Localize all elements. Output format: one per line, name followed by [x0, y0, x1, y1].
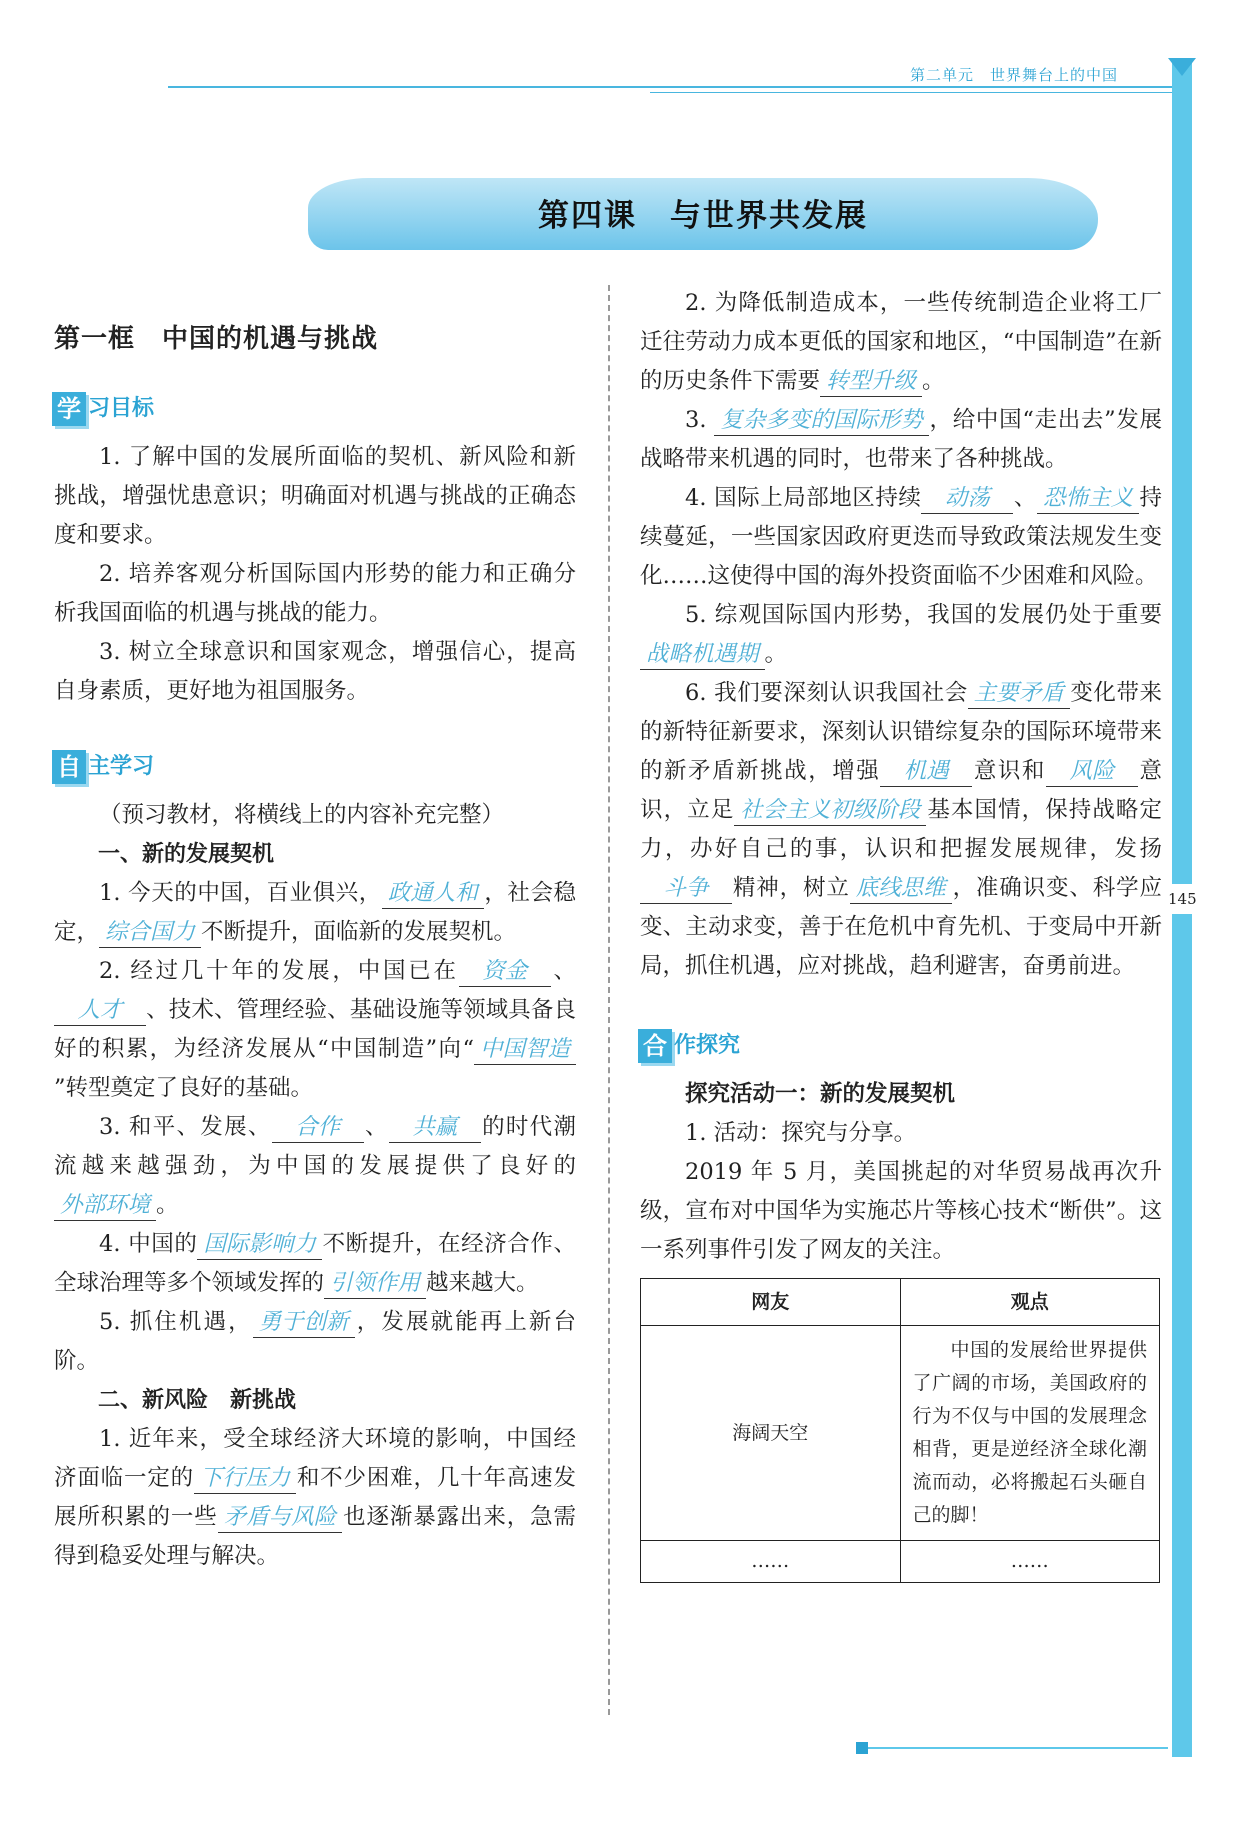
table-header: 观点	[900, 1279, 1160, 1326]
question-r4: 4. 国际上局部地区持续 动荡 、 恐怖主义 持续蔓延，一些国家因政府更迭而导致政策法规发生变化……这使得中国的海外投资面临不少困难和风险。	[640, 485, 1162, 589]
question-r2: 2. 为降低制造成本，一些传统制造企业将工厂迁往劳动力成本更低的国家和地区，“中国制造”在新的历史条件下需要 转型升级 。	[640, 284, 1162, 401]
section-box: 学	[52, 392, 86, 426]
column-divider	[608, 285, 610, 1715]
answer-blank[interactable]: 中国智造	[474, 1034, 576, 1065]
question-r5: 5. 综观国际国内形势，我国的发展仍处于重要战略机遇期 。	[640, 596, 1162, 674]
footer-rule	[868, 1747, 1168, 1749]
question-3: 3. 和平、发展、 合作 、 共赢 的时代潮流越来越强劲，为中国的发展提供了良好的外部环境 。	[54, 1108, 576, 1225]
goal-1: 1. 了解中国的发展所面临的契机、新风险和新挑战，增强忧患意识；明确面对机遇与挑战的正确态度和要求。	[54, 444, 576, 548]
answer-blank[interactable]: 共赢	[389, 1112, 481, 1143]
header-rule-thin	[650, 92, 1173, 93]
question-r3: 3. 复杂多变的国际形势 ，给中国“走出去”发展战略带来机遇的同时，也带来了各种挑战。	[640, 407, 1162, 472]
section-self-study	[52, 747, 576, 786]
section-goals	[52, 389, 576, 428]
table-header-row	[641, 1279, 1160, 1326]
opinion-table	[640, 1278, 1160, 1583]
activity-step: 1. 活动：探究与分享。	[685, 1120, 917, 1146]
answer-blank[interactable]: 斗争	[640, 873, 732, 904]
answer-blank[interactable]: 勇于创新	[253, 1307, 355, 1338]
goal-2: 2. 培养客观分析国际国内形势的能力和正确分析我国面临的机遇与挑战的能力。	[54, 561, 576, 626]
answer-blank[interactable]: 复杂多变的国际形势	[714, 405, 929, 436]
answer-blank[interactable]: 矛盾与风险	[218, 1502, 343, 1533]
question-6: 1. 近年来，受全球经济大环境的影响，中国经济面临一定的 下行压力 和不少困难，几十年高速发展所积累的一些 矛盾与风险 也逐渐暴露出来，急需得到稳妥处理与解决。	[54, 1426, 576, 1569]
answer-blank[interactable]: 底线思维	[850, 873, 952, 904]
answer-blank[interactable]: 外部环境	[54, 1190, 156, 1221]
header-rule	[168, 86, 1173, 88]
frame-title: 第一框 中国的机遇与挑战	[54, 324, 379, 354]
table-cell-user: ……	[641, 1541, 901, 1583]
question-2: 2. 经过几十年的发展，中国已在 资金 、人才 、技术、管理经验、基础设施等领域具备良好的积累，为经济发展从“中国制造”向“ 中国智造”转型奠定了良好的基础。	[54, 958, 576, 1101]
answer-blank[interactable]: 合作	[272, 1112, 364, 1143]
section-label: 作探究	[674, 1033, 741, 1058]
section-label: 主学习	[88, 754, 155, 779]
answer-blank[interactable]: 政通人和	[382, 878, 484, 909]
answer-blank[interactable]: 人才	[54, 995, 146, 1026]
section-box: 自	[52, 750, 86, 784]
question-r6: 6. 我们要深刻认识我国社会 主要矛盾 变化带来的新特征新要求，深刻认识错综复杂的国际环境带来的新矛盾新挑战，增强 机遇 意识和 风险 意识，立足 社会主义初级阶段 基本国情，保持战略定力，办好自己的事，认识和把握发展规律，发扬斗争 精神，树立 底线思维 ，准确识变、科学应变、主动求变，善于在危机中育先机、于变局中开新局，抓住机遇，应对挑战，趋利避害，奋勇前进。	[640, 680, 1162, 979]
answer-blank[interactable]: 资金	[459, 956, 551, 987]
answer-blank[interactable]: 恐怖主义	[1037, 483, 1139, 514]
question-1: 1. 今天的中国，百业俱兴， 政通人和 ，社会稳定， 综合国力 不断提升，面临新的发展契机。	[54, 874, 576, 952]
answer-blank[interactable]: 动荡	[921, 483, 1013, 514]
answer-blank[interactable]: 主要矛盾	[968, 678, 1070, 709]
activity-title: 探究活动一：新的发展契机	[685, 1081, 956, 1107]
question-5: 5. 抓住机遇， 勇于创新 ，发展就能再上新台阶。	[54, 1309, 576, 1374]
right-column	[640, 284, 1162, 1583]
side-bar-arrow	[1168, 58, 1196, 76]
answer-blank[interactable]: 下行压力	[194, 1463, 296, 1494]
answer-blank[interactable]: 机遇	[880, 756, 972, 787]
table-header: 网友	[641, 1279, 901, 1326]
table-cell-user: 海阔天空	[641, 1326, 901, 1541]
answer-blank[interactable]: 转型升级	[820, 366, 922, 397]
page-number: 145	[1168, 884, 1196, 914]
answer-blank[interactable]: 社会主义初级阶段	[734, 795, 926, 826]
section-box: 合	[638, 1029, 672, 1063]
section-cooperation	[638, 1026, 1162, 1065]
subheading-2: 二、新风险 新挑战	[98, 1388, 297, 1413]
question-4: 4. 中国的 国际影响力 不断提升，在经济合作、全球治理等多个领域发挥的 引领作用 越来越大。	[54, 1225, 576, 1303]
answer-blank[interactable]: 引领作用	[324, 1268, 426, 1299]
answer-blank[interactable]: 战略机遇期	[640, 639, 765, 670]
table-cell-opinion: 中国的发展给世界提供了广阔的市场，美国政府的行为不仅与中国的发展理念相背，更是逆经济全球化潮流而动，必将搬起石头砸自己的脚！	[900, 1326, 1160, 1541]
table-cell-opinion: ……	[900, 1541, 1160, 1583]
lesson-title: 第四课 与世界共发展	[538, 198, 868, 234]
footer-marker	[856, 1742, 868, 1754]
activity-text: 2019 年 5 月，美国挑起的对华贸易战再次升级，宣布对中国华为实施芯片等核心技术“断供”。这一系列事件引发了网友的关注。	[640, 1159, 1162, 1263]
table-row	[641, 1326, 1160, 1541]
left-column	[54, 320, 576, 1576]
answer-blank[interactable]: 国际影响力	[197, 1229, 322, 1260]
answer-blank[interactable]: 风险	[1046, 756, 1138, 787]
answer-blank[interactable]: 综合国力	[99, 917, 201, 948]
instruction-note: （预习教材，将横线上的内容补充完整）	[99, 802, 505, 828]
section-label: 习目标	[88, 396, 155, 421]
running-header: 第二单元 世界舞台上的中国	[910, 66, 1119, 84]
table-row	[641, 1541, 1160, 1583]
subheading-1: 一、新的发展契机	[98, 842, 275, 867]
goal-3: 3. 树立全球意识和国家观念，增强信心，提高自身素质，更好地为祖国服务。	[54, 639, 576, 704]
